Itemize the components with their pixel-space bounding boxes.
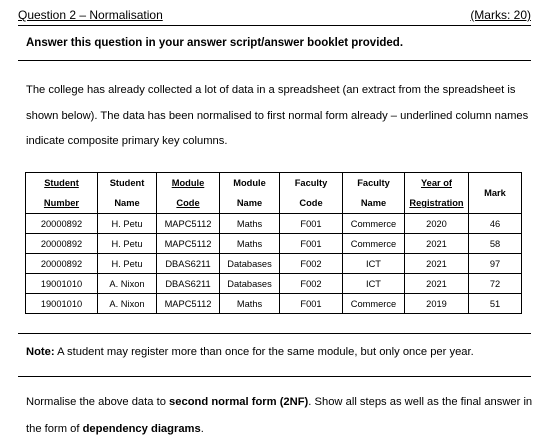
column-header-line2: Code [299,198,323,208]
column-header-line1: Faculty [294,178,328,188]
note-label: Note: [26,346,55,358]
table-cell: 51 [469,294,522,314]
column-header-label: Mark [484,188,506,198]
table-cell: Commerce [343,214,405,234]
task-text: . [200,423,204,435]
task-text: Normalise the above data to [26,396,170,408]
table-cell: 19001010 [26,294,98,314]
column-header-line1: Student [109,178,145,188]
table-cell: 46 [469,214,522,234]
table-cell: H. Petu [98,234,157,254]
table-cell: 2021 [405,274,469,294]
column-header-line2: Number [43,198,80,208]
task-emphasis: dependency diagrams [82,423,201,435]
table-cell: 72 [469,274,522,294]
table-cell: 20000892 [26,234,98,254]
table-cell: 97 [469,254,522,274]
divider [18,60,531,61]
table-cell: 2020 [405,214,469,234]
table-cell: 20000892 [26,214,98,234]
task-emphasis: second normal form (2NF) [169,396,309,408]
table-cell: ICT [343,254,405,274]
table-cell: A. Nixon [98,274,157,294]
table-cell: MAPC5112 [157,234,220,254]
column-header [469,173,522,214]
column-header-line1: Student [44,178,79,188]
table-cell: 20000892 [26,254,98,274]
intro-paragraph: The college has already collected a lot of data in a spreadsheet (an extract from the spreadsheet is shown below). The data has been normalised to first normal form already – underlined column names indicate composite primary key columns. [26,84,529,147]
table-cell: Commerce [343,294,405,314]
note-body: A student may register more than once for the same module, but only once per year. [54,346,474,358]
marks-label: (Marks: 20) [470,8,531,22]
column-header [220,173,280,214]
table-cell: F001 [280,294,343,314]
table-cell: Databases [220,254,280,274]
column-header-line2: Code [176,198,200,208]
column-header-line2: Name [360,198,387,208]
table-cell: 2021 [405,254,469,274]
column-header-line1: Faculty [357,178,390,188]
divider [18,25,531,26]
column-header-line2: Name [114,198,140,208]
instruction-text: Answer this question in your answer script/answer booklet provided. [26,37,404,49]
table-row [26,234,522,254]
question-header [18,8,531,22]
data-table [25,172,522,314]
column-header [26,173,98,214]
table-cell: MAPC5112 [157,294,220,314]
column-header-line1: Year of [420,178,452,188]
table-cell: F002 [280,254,343,274]
task-text: . Show all steps as well as the final answer in the form of [26,396,533,435]
table-body [26,214,522,314]
table-row [26,214,522,234]
table-row [26,254,522,274]
task-paragraph [26,389,534,443]
column-header [343,173,405,214]
table-row [26,294,522,314]
table-cell: 19001010 [26,274,98,294]
table-cell: DBAS6211 [157,254,220,274]
table-cell: F001 [280,214,343,234]
table-cell: Maths [220,294,280,314]
column-header [98,173,157,214]
note-text [26,346,474,358]
table-cell: Maths [220,214,280,234]
column-header-line1: Module [233,178,266,188]
table-header-row [26,173,522,214]
table-cell: DBAS6211 [157,274,220,294]
column-header-line1: Module [171,178,205,188]
column-header-line2: Name [236,198,263,208]
column-header [157,173,220,214]
table-cell: Databases [220,274,280,294]
table-cell: F002 [280,274,343,294]
table-cell: 58 [469,234,522,254]
column-header [405,173,469,214]
table-cell: H. Petu [98,254,157,274]
table-row [26,274,522,294]
table-cell: F001 [280,234,343,254]
table-cell: ICT [343,274,405,294]
table-cell: MAPC5112 [157,214,220,234]
table-cell: H. Petu [98,214,157,234]
table-cell: 2019 [405,294,469,314]
table-cell: Maths [220,234,280,254]
divider [18,333,531,334]
table-cell: A. Nixon [98,294,157,314]
table-cell: 2021 [405,234,469,254]
column-header [280,173,343,214]
column-header-line2: Registration [409,198,464,208]
question-title: Question 2 – Normalisation [18,8,163,22]
divider [18,376,531,377]
table-cell: Commerce [343,234,405,254]
